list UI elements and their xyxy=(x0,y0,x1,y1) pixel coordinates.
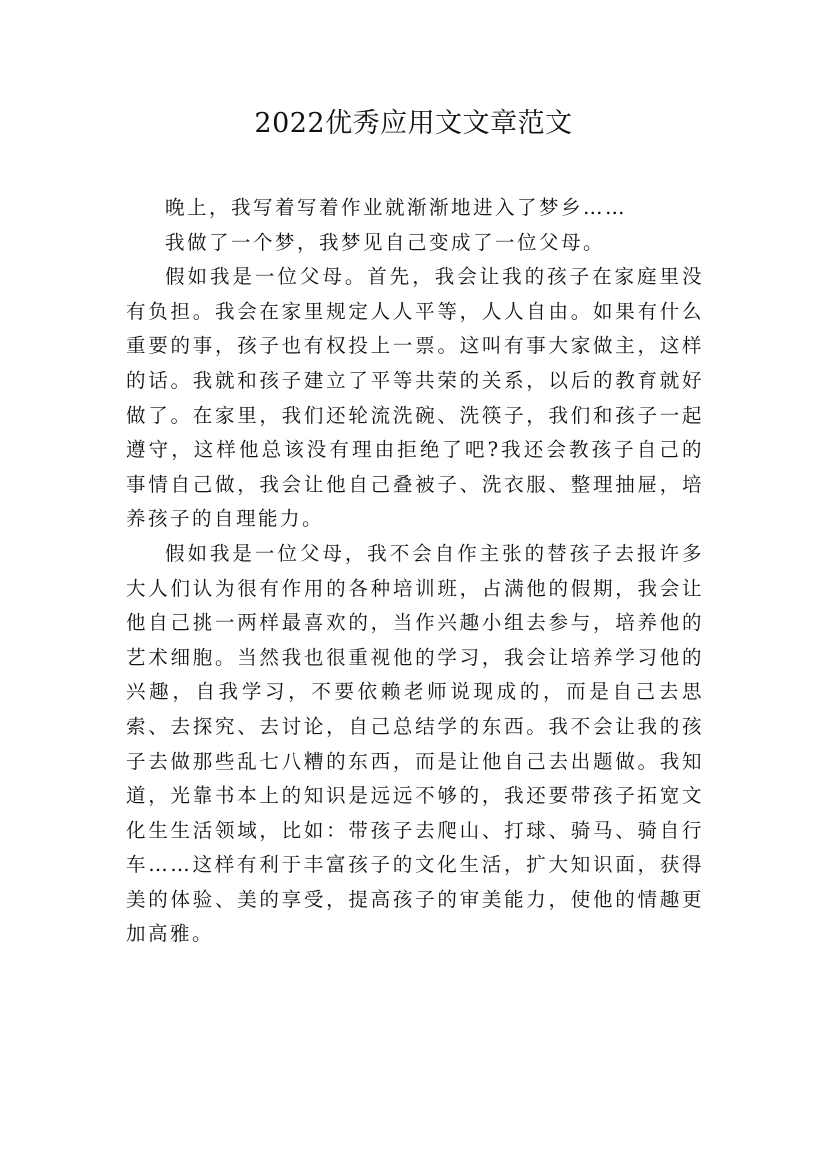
document-title: 2022优秀应用文文章范文 xyxy=(254,108,573,139)
paragraph-1: 晚上，我写着写着作业就渐渐地进入了梦乡…… xyxy=(165,196,628,219)
paragraph-3: 假如我是一位父母。首先，我会让我的孩子在家庭里没有负担。我会在家里规定人人平等，人人自由。如果有什么重要的事，孩子也有权投上一票。这叫有事大家做主，这样的话。我就和孩子建立了平等共荣的关系，以后的教育就好做了。在家里，我们还轮流洗碗、洗筷子，我们和孩子一起遵守，这样他总该没有理由拒绝了吧?我还会教孩子自己的事情自己做，我会让他自己叠被子、洗衣服、整理抽屉，培养孩子的自理能力。 xyxy=(126,265,704,531)
paragraph-4: 假如我是一位父母，我不会自作主张的替孩子去报许多大人们认为很有作用的各种培训班，占满他的假期，我会让他自己挑一两样最喜欢的，当作兴趣小组去参与，培养他的艺术细胞。当然我也很重视他的学习，我会让培养学习他的兴趣，自我学习，不要依赖老师说现成的，而是自己去思索、去探究、去讨论，自己总结学的东西。我不会让我的孩子去做那些乱七八糟的东西，而是让他自己去出题做。我知道，光靠书本上的知识是远远不够的，我还要带孩子拓宽文化生生活领域，比如：带孩子去爬山、打球、骑马、骑自行车……这样有利于丰富孩子的文化生活，扩大知识面，获得美的体验、美的享受，提高孩子的审美能力，使他的情趣更加高雅。 xyxy=(126,541,704,946)
document-body xyxy=(126,191,704,952)
paragraph-2: 我做了一个梦，我梦见自己变成了一位父母。 xyxy=(165,230,606,254)
